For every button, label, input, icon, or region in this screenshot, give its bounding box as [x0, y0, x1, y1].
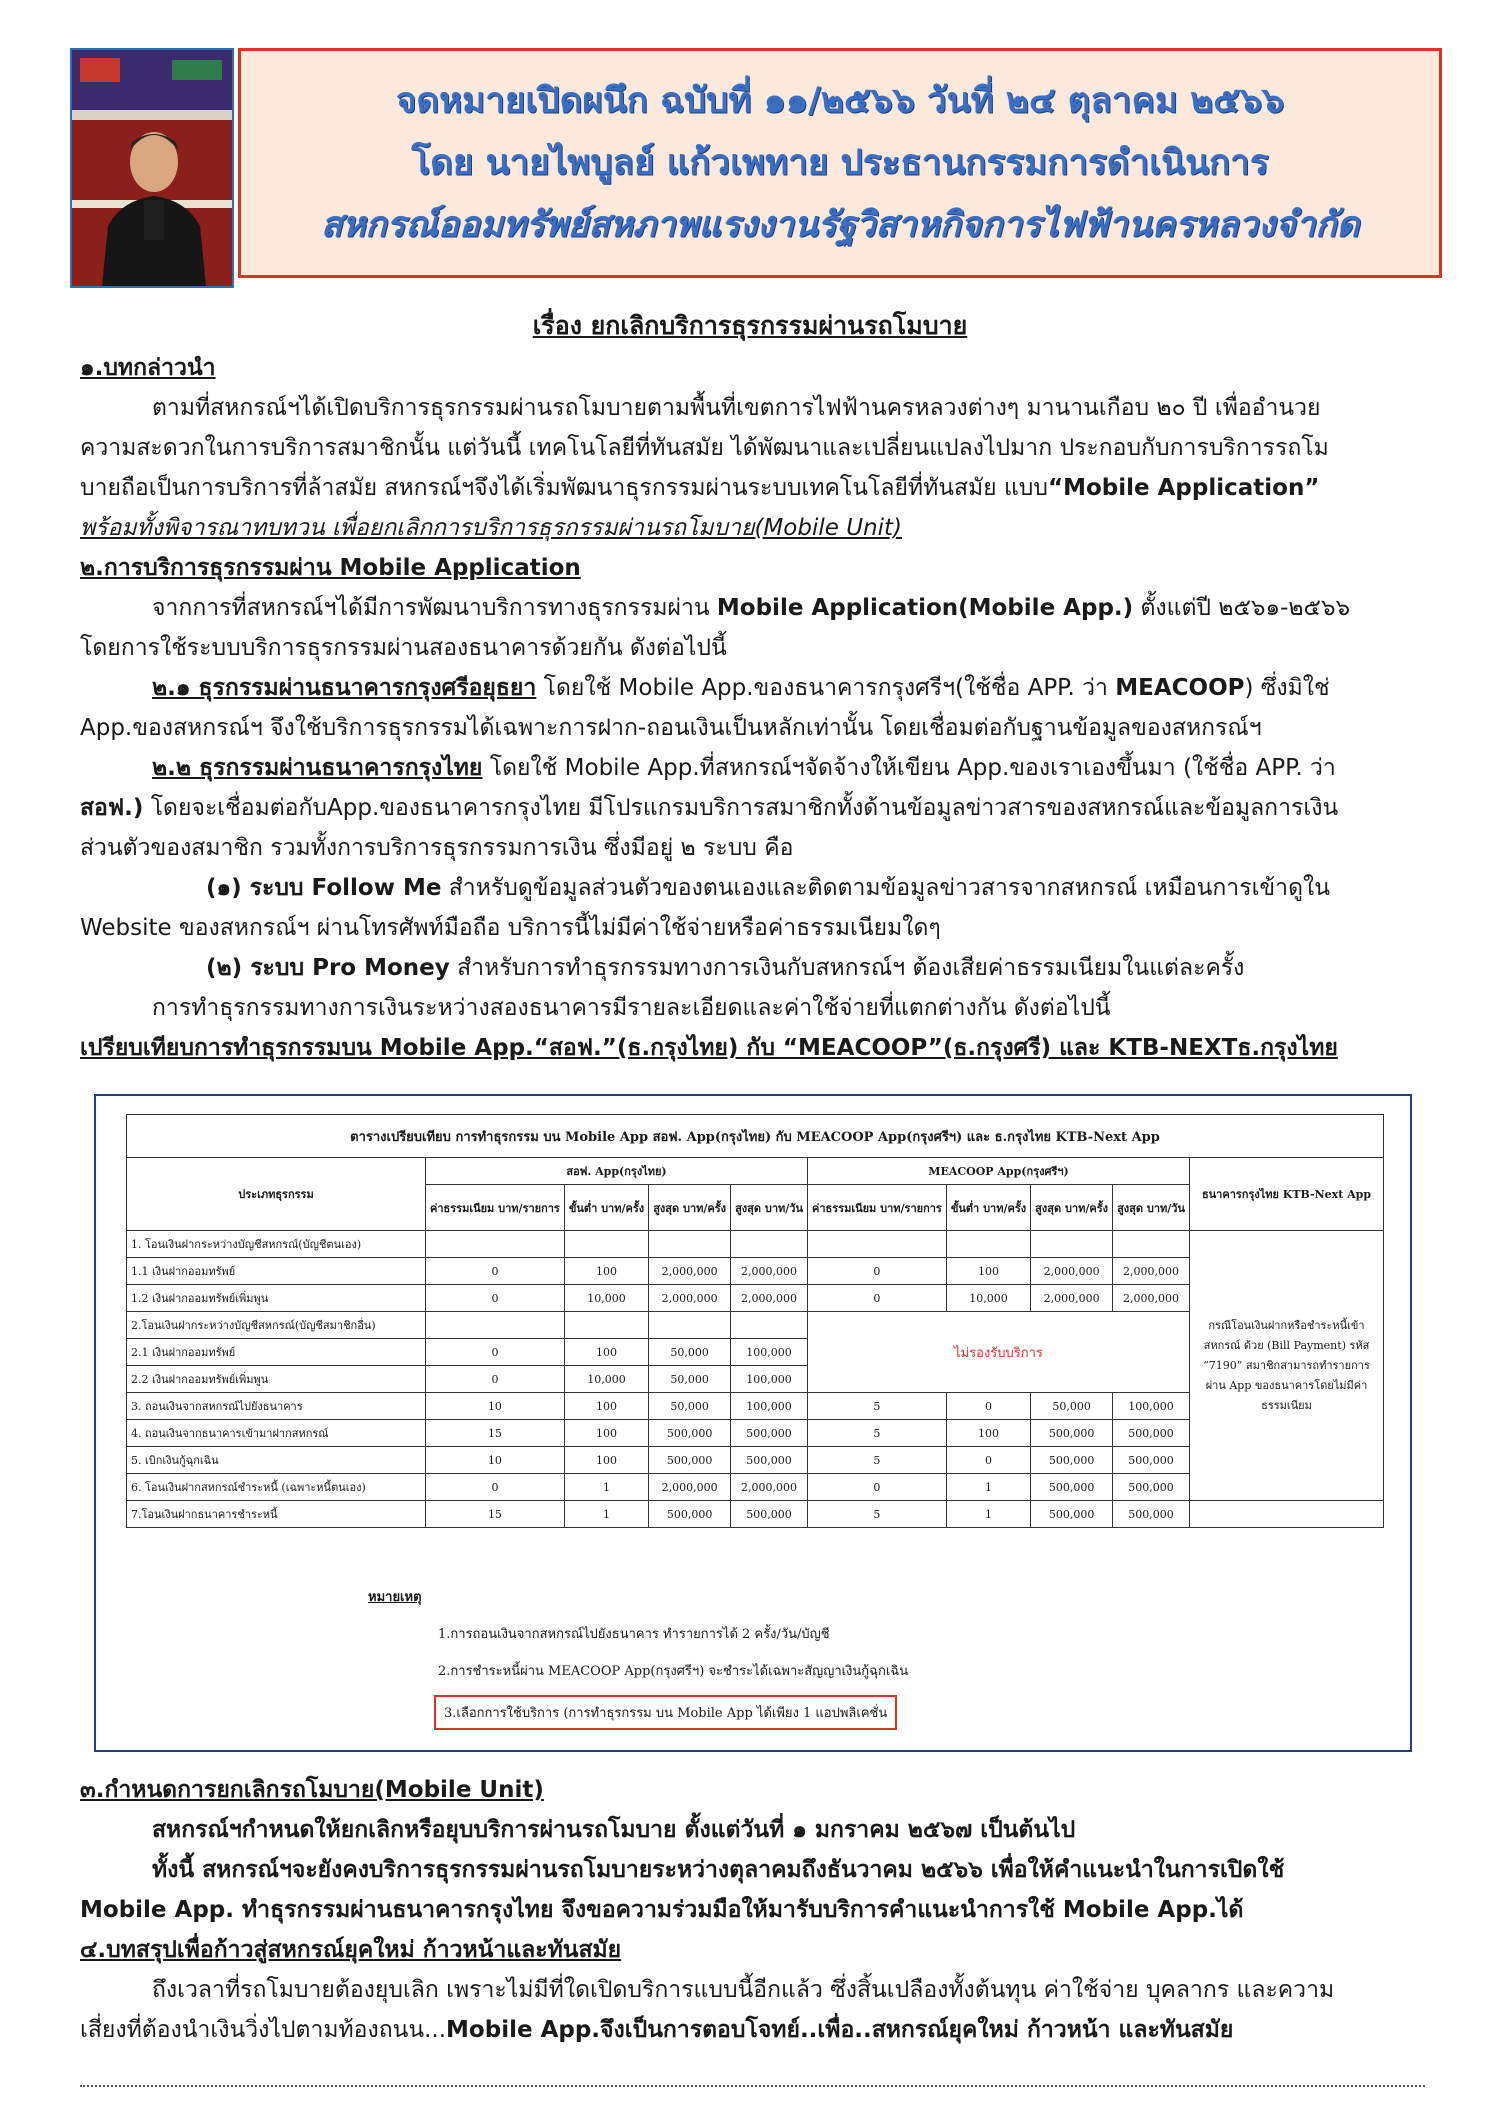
sub-max-per-day: สูงสุด บาท/วัน: [1113, 1185, 1190, 1231]
section-1-line-2: ความสะดวกในการบริการสมาชิกนั้น แต่วันนี้ เทคโนโลยีที่ทันสมัย ได้พัฒนาและเปลี่ยนแปลงไปมาก ประกอบกับการบริการรถโม: [80, 435, 1329, 461]
section-2-line-1a: จากการที่สหกรณ์ฯได้มีการพัฒนาบริการทางธุรกรรมผ่าน: [152, 595, 717, 621]
section-4-title: ๔.บทสรุปเพื่อก้าวสู่สหกรณ์ยุคใหม่ ก้าวหน้าและทันสมัย: [80, 1937, 622, 1963]
cell: 500,000: [1031, 1420, 1113, 1447]
cell: 500,000: [649, 1420, 731, 1447]
cell: 50,000: [649, 1393, 731, 1420]
section-3-line-1: สหกรณ์ฯกำหนดให้ยกเลิกหรือยุบบริการผ่านรถโมบาย ตั้งแต่วันที่ ๑ มกราคม ๒๕๖๗ เป็นต้นไป: [152, 1817, 1076, 1843]
cell: 2,000,000: [731, 1474, 808, 1501]
comparison-table: [126, 1114, 1384, 1528]
sub-min: ขั้นต่ำ บาท/ครั้ง: [946, 1185, 1030, 1231]
cell: 500,000: [1031, 1447, 1113, 1474]
header-line-3: สหกรณ์ออมทรัพย์สหภาพแรงงานรัฐวิสาหกิจการไฟฟ้านครหลวงจำกัด: [320, 205, 1360, 245]
cell: 1: [946, 1474, 1030, 1501]
cell: 500,000: [1113, 1474, 1190, 1501]
section-4: [80, 1930, 1420, 2050]
follow-me-label: (๑) ระบบ Follow Me: [206, 875, 442, 901]
portrait-illustration: [72, 50, 232, 286]
cell: 2,000,000: [731, 1258, 808, 1285]
sof-app-label: สอฟ.): [80, 795, 144, 821]
section-1-line-1: ตามที่สหกรณ์ฯได้เปิดบริการธุรกรรมผ่านรถโมบายตามพื้นที่เขตการไฟฟ้านครหลวงต่างๆ มานานเกือบ ๒๐ ปี เพื่ออำนวย: [152, 395, 1321, 421]
section-2-line-3: การทำธุรกรรมทางการเงินระหว่างสองธนาคารมีรายละเอียดและค่าใช้จ่ายที่แตกต่างกัน ดังต่อไปนี้: [152, 995, 1111, 1021]
table-row: [127, 1501, 1384, 1528]
cell: 100: [564, 1447, 648, 1474]
cell: 5: [807, 1393, 946, 1420]
sub-max-per-time: สูงสุด บาท/ครั้ง: [1031, 1185, 1113, 1231]
cell: 0: [807, 1285, 946, 1312]
cell: 100,000: [1113, 1393, 1190, 1420]
cell: 50,000: [649, 1366, 731, 1393]
cell: 2,000,000: [1031, 1285, 1113, 1312]
section-2: [80, 548, 1420, 1068]
row-label: 4. ถอนเงินจากธนาคารเข้ามาฝากสหกรณ์: [127, 1420, 426, 1447]
section-4-line-2a: เสี่ยงที่ต้องนำเงินวิ่งไปตามท้องถนน...: [80, 2017, 447, 2043]
cell: 2,000,000: [649, 1258, 731, 1285]
comparison-heading: เปรียบเทียบการทำธุรกรรมบน Mobile App.“สอฟ.”(ธ.กรุงไทย) กับ “MEACOOP”(ธ.กรุงศรี) และ KTB-NEXTธ.กรุงไทย: [80, 1035, 1338, 1061]
cell: 100: [564, 1393, 648, 1420]
sub-max-per-day: สูงสุด บาท/วัน: [731, 1185, 808, 1231]
pro-money-text: สำหรับการทำธุรกรรมทางการเงินกับสหกรณ์ฯ ต้องเสียค่าธรรมเนียมในแต่ละครั้ง: [449, 955, 1245, 981]
group-meacoop-app: MEACOOP App(กรุงศรีฯ): [807, 1158, 1189, 1185]
group-ktb-next: ธนาคารกรุงไทย KTB-Next App: [1190, 1158, 1384, 1231]
sub-max-per-time: สูงสุด บาท/ครั้ง: [649, 1185, 731, 1231]
row-label: 5. เบิกเงินกู้ฉุกเฉิน: [127, 1447, 426, 1474]
col-transaction-type: ประเภทธุรกรรม: [127, 1158, 426, 1231]
cell: 100,000: [731, 1393, 808, 1420]
section-4-line-1: ถึงเวลาที่รถโมบายต้องยุบเลิก เพราะไม่มีที่ใดเปิดบริการแบบนี้อีกแล้ว ซึ่งสิ้นเปลืองทั้งต้นทุน ค่าใช้จ่าย บุคลากร และความ: [152, 1977, 1335, 2003]
cell: 5: [807, 1447, 946, 1474]
cell: 5: [807, 1501, 946, 1528]
cell: 100: [564, 1339, 648, 1366]
cell: 10: [426, 1393, 565, 1420]
cell: 100,000: [731, 1339, 808, 1366]
cell: 2,000,000: [1113, 1285, 1190, 1312]
note-2: 2.การชำระหนี้ผ่าน MEACOOP App(กรุงศรีฯ) จะชำระได้เฉพาะสัญญาเงินกู้ฉุกเฉิน: [438, 1664, 909, 1679]
subsection-2-1-line-2: App.ของสหกรณ์ฯ จึงใช้บริการธุรกรรมได้เฉพาะการฝาก-ถอนเงินเป็นหลักเท่านั้น โดยเชื่อมต่อกับฐานข้อมูลของสหกรณ์ฯ: [80, 715, 1262, 741]
row-label: 7.โอนเงินฝากธนาคารชำระหนี้: [127, 1501, 426, 1528]
letter-header: [238, 48, 1442, 278]
chairman-photo: [70, 48, 234, 288]
section-3-line-2: ทั้งนี้ สหกรณ์ฯจะยังคงบริการธุรกรรมผ่านรถโมบายระหว่างตุลาคมถึงธันวาคม ๒๕๖๖ เพื่อให้คำแนะนำในการเปิดใช้: [152, 1857, 1285, 1883]
cell: 500,000: [1031, 1474, 1113, 1501]
ktb-next-note: กรณีโอนเงินฝากหรือชำระหนี้เข้าสหกรณ์ ด้วย (Bill Payment) รหัส “7190” สมาชิกสามารถทำรายการผ่าน App ของธนาคารโดยไม่มีค่าธรรมเนียม: [1190, 1231, 1384, 1501]
section-2-line-1c: ตั้งแต่ปี ๒๕๖๑-๒๕๖๖: [1133, 595, 1351, 621]
section-1-line-4: พร้อมทั้งพิจารณาทบทวน เพื่อยกเลิกการบริการธุรกรรมผ่านรถโมบาย(Mobile Unit): [80, 515, 902, 541]
sub-fee: ค่าธรรมเนียม บาท/รายการ: [807, 1185, 946, 1231]
cell: 500,000: [649, 1447, 731, 1474]
meacoop-label: MEACOOP: [1115, 675, 1245, 701]
row-label: 1.1 เงินฝากออมทรัพย์: [127, 1258, 426, 1285]
cell: 1: [564, 1474, 648, 1501]
section-4-line-2b: Mobile App.จึงเป็นการตอบโจทย์..เพื่อ..สหกรณ์ยุคใหม่ ก้าวหน้า และทันสมัย: [446, 2017, 1234, 2043]
section-3-line-3: Mobile App. ทำธุรกรรมผ่านธนาคารกรุงไทย จึงขอความร่วมมือให้มารับบริการคำแนะนำการใช้ Mobile App.ได้: [80, 1897, 1244, 1923]
cell: 10,000: [564, 1285, 648, 1312]
section-2-title: ๒.การบริการธุรกรรมผ่าน Mobile Application: [80, 555, 581, 581]
cell: 100: [564, 1420, 648, 1447]
note-3: 3.เลือกการใช้บริการ (การทำธุรกรรม บน Mobile App ได้เพียง 1 แอปพลิเคชั่น: [434, 1695, 897, 1730]
subsection-2-2-line-2: โดยจะเชื่อมต่อกับApp.ของธนาคารกรุงไทย มีโปรแกรมบริการสมาชิกทั้งด้านข้อมูลข่าวสารของสหกรณ์และข้อมูลการเงิน: [143, 795, 1339, 821]
subject-title: เรื่อง ยกเลิกบริการธุรกรรมผ่านรถโมบาย: [532, 311, 968, 340]
cell: 1: [564, 1501, 648, 1528]
section-1-line-3: บายถือเป็นการบริการที่ล้าสมัย สหกรณ์ฯจึงได้เริ่มพัฒนาธุรกรรมผ่านระบบเทคโนโลยีที่ทันสมัย แบบ: [80, 475, 1048, 501]
comparison-table-frame: [94, 1094, 1412, 1752]
pro-money-label: (๒) ระบบ Pro Money: [206, 955, 450, 981]
cell: 5: [807, 1420, 946, 1447]
cell: 50,000: [649, 1339, 731, 1366]
cell: 500,000: [731, 1501, 808, 1528]
cell: 0: [807, 1474, 946, 1501]
cell: 100: [946, 1258, 1030, 1285]
cell: 500,000: [1113, 1447, 1190, 1474]
subsection-2-2-title: ๒.๒ ธุรกรรมผ่านธนาคารกรุงไทย: [152, 755, 483, 781]
cell: 2,000,000: [1113, 1258, 1190, 1285]
footer-dotted-divider: [80, 2085, 1425, 2087]
cell: 10: [426, 1447, 565, 1474]
cell: 2,000,000: [731, 1285, 808, 1312]
cell: 0: [426, 1474, 565, 1501]
cell: 2,000,000: [649, 1474, 731, 1501]
cell: 15: [426, 1501, 565, 1528]
row-label: 1. โอนเงินฝากระหว่างบัญชีสหกรณ์(บัญชีตนเอง): [127, 1231, 426, 1258]
cell: 50,000: [1031, 1393, 1113, 1420]
table-notes: [368, 1586, 908, 1730]
group-sof-app: สอฟ. App(กรุงไทย): [426, 1158, 808, 1185]
row-label: 2.โอนเงินฝากระหว่างบัญชีสหกรณ์(บัญชีสมาชิกอื่น): [127, 1312, 426, 1339]
cell: 500,000: [1031, 1501, 1113, 1528]
row-label: 2.1 เงินฝากออมทรัพย์: [127, 1339, 426, 1366]
follow-me-text: สำหรับดูข้อมูลส่วนตัวของตนเองและติดตามข้อมูลข่าวสารจากสหกรณ์ เหมือนการเข้าดูใน: [441, 875, 1330, 901]
cell: 0: [426, 1366, 565, 1393]
subsection-2-2-line-3: ส่วนตัวของสมาชิก รวมทั้งการบริการธุรกรรมการเงิน ซึ่งมีอยู่ ๒ ระบบ คือ: [80, 835, 794, 861]
table-row: [127, 1231, 1384, 1258]
row-label: 3. ถอนเงินจากสหกรณ์ไปยังธนาคาร: [127, 1393, 426, 1420]
header-line-1: จดหมายเปิดผนึก ฉบับที่ ๑๑/๒๕๖๖ วันที่ ๒๔ ตุลาคม ๒๕๖๖: [395, 81, 1285, 121]
not-supported-cell: ไม่รองรับบริการ: [807, 1312, 1189, 1393]
subsection-2-1-tail: ) ซึ่งมิใช่: [1244, 675, 1330, 701]
sub-min: ขั้นต่ำ บาท/ครั้ง: [564, 1185, 648, 1231]
cell: 0: [426, 1258, 565, 1285]
table-title: ตารางเปรียบเทียบ การทำธุรกรรม บน Mobile App สอฟ. App(กรุงไทย) กับ MEACOOP App(กรุงศรีฯ) และ ธ.กรุงไทย KTB-Next App: [127, 1115, 1384, 1158]
section-1-title: ๑.บทกล่าวนำ: [80, 355, 216, 381]
cell: 100: [564, 1258, 648, 1285]
header-line-2: โดย นายไพบูลย์ แก้วเพทาย ประธานกรรมการดำเนินการ: [411, 143, 1269, 183]
section-2-line-1b: Mobile Application(Mobile App.): [716, 595, 1134, 621]
cell: 500,000: [1113, 1501, 1190, 1528]
cell: 100,000: [731, 1366, 808, 1393]
row-label: 6. โอนเงินฝากสหกรณ์ชำระหนี้ (เฉพาะหนี้ตนเอง): [127, 1474, 426, 1501]
cell: 500,000: [1113, 1420, 1190, 1447]
cell: 15: [426, 1420, 565, 1447]
cell: 500,000: [649, 1501, 731, 1528]
cell: 2,000,000: [649, 1285, 731, 1312]
section-2-line-2: โดยการใช้ระบบบริการธุรกรรมผ่านสองธนาคารด้วยกัน ดังต่อไปนี้: [80, 635, 727, 661]
cell: 2,000,000: [1031, 1258, 1113, 1285]
cell: 0: [946, 1393, 1030, 1420]
cell: 0: [426, 1339, 565, 1366]
cell: 1: [946, 1501, 1030, 1528]
row-label: 2.2 เงินฝากออมทรัพย์เพิ่มพูน: [127, 1366, 426, 1393]
subsection-2-1-text: โดยใช้ Mobile App.ของธนาคารกรุงศรีฯ(ใช้ชื่อ APP. ว่า: [536, 675, 1116, 701]
section-3: [80, 1770, 1420, 1930]
note-1: 1.การถอนเงินจากสหกรณ์ไปยังธนาคาร ทำรายการได้ 2 ครั้ง/วัน/บัญชี: [438, 1627, 830, 1642]
subsection-2-2-text: โดยใช้ Mobile App.ที่สหกรณ์ฯจัดจ้างให้เขียน App.ของเราเองขึ้นมา (ใช้ชื่อ APP. ว่า: [482, 755, 1336, 781]
cell: 500,000: [731, 1447, 808, 1474]
cell: 0: [807, 1258, 946, 1285]
cell: 0: [946, 1447, 1030, 1474]
section-3-title: ๓.กำหนดการยกเลิกรถโมบาย(Mobile Unit): [80, 1777, 544, 1803]
cell: 100: [946, 1420, 1030, 1447]
follow-me-text-2: Website ของสหกรณ์ฯ ผ่านโทรศัพท์มือถือ บริการนี้ไม่มีค่าใช้จ่ายหรือค่าธรรมเนียมใดๆ: [80, 915, 941, 941]
row-label: 1.2 เงินฝากออมทรัพย์เพิ่มพูน: [127, 1285, 426, 1312]
section-1: [80, 348, 1420, 548]
cell: 0: [426, 1285, 565, 1312]
cell: 500,000: [731, 1420, 808, 1447]
sub-fee: ค่าธรรมเนียม บาท/รายการ: [426, 1185, 565, 1231]
cell: 10,000: [946, 1285, 1030, 1312]
subsection-2-1-title: ๒.๑ ธุรกรรมผ่านธนาคารกรุงศรีอยุธยา: [152, 675, 537, 701]
mobile-application-label: “Mobile Application”: [1047, 475, 1320, 501]
cell: 10,000: [564, 1366, 648, 1393]
notes-title: หมายเหตุ: [368, 1590, 422, 1605]
